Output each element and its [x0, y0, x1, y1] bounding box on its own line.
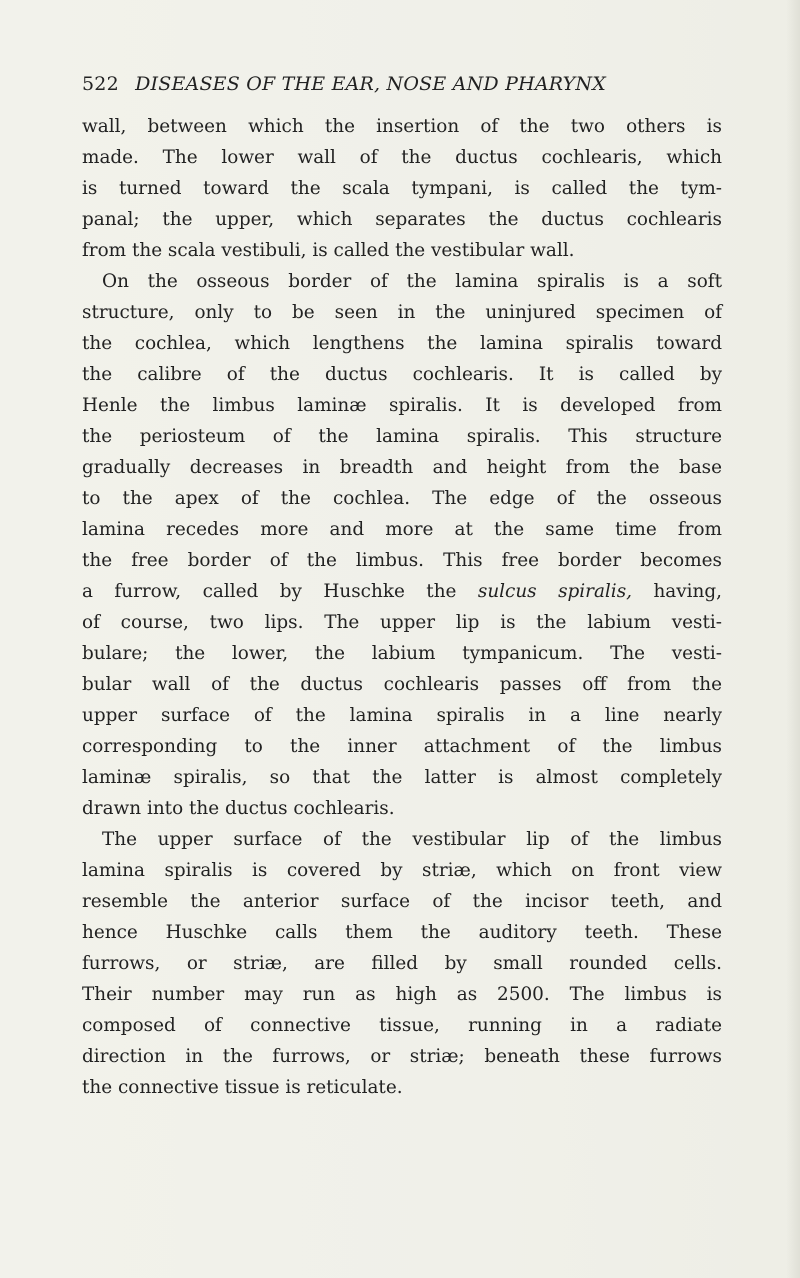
page-edge-shadow — [786, 0, 800, 1278]
text-line: the calibre of the ductus cochlearis. It is called by — [82, 364, 722, 385]
text-line-with-italic — [82, 576, 722, 607]
text-line: On the osseous border of the lamina spiralis is a soft — [102, 271, 722, 292]
text-line: the cochlea, which lengthens the lamina spiralis toward — [82, 333, 722, 354]
text-line: lamina spiralis is covered by striæ, which on front view — [82, 860, 722, 881]
text-line: bular wall of the ductus cochlearis passes off from the — [82, 674, 722, 695]
text-line: from the scala vestibuli, is called the vestibular wall. — [82, 240, 575, 261]
text-line: corresponding to the inner attachment of the limbus — [82, 736, 722, 757]
text-line: wall, between which the insertion of the two others is — [82, 116, 722, 137]
page-number: 522 — [82, 73, 119, 95]
running-title: DISEASES OF THE EAR, NOSE AND PHARYNX — [135, 73, 606, 95]
text-line: the free border of the limbus. This free border becomes — [82, 550, 722, 571]
text-run: having, — [631, 581, 722, 602]
text-line: is turned toward the scala tympani, is called the tym- — [82, 178, 722, 199]
text-line: upper surface of the lamina spiralis in a line nearly — [82, 705, 722, 726]
text-line: of course, two lips. The upper lip is the labium vesti- — [82, 612, 722, 633]
text-line: to the apex of the cochlea. The edge of the osseous — [82, 488, 722, 509]
text-line: The upper surface of the vestibular lip of the limbus — [102, 829, 722, 850]
text-line: the periosteum of the lamina spiralis. This structure — [82, 426, 722, 447]
text-line: furrows, or striæ, are filled by small rounded cells. — [82, 953, 722, 974]
text-line: the connective tissue is reticulate. — [82, 1077, 403, 1098]
body-text — [82, 111, 722, 1103]
text-line: bulare; the lower, the labium tympanicum. The vesti- — [82, 643, 722, 664]
text-line: structure, only to be seen in the uninjured specimen of — [82, 302, 722, 323]
text-line: gradually decreases in breadth and height from the base — [82, 457, 722, 478]
text-line: Their number may run as high as 2500. The limbus is — [82, 984, 722, 1005]
text-line: composed of connective tissue, running in a radiate — [82, 1015, 722, 1036]
text-line: Henle the limbus laminæ spiralis. It is developed from — [82, 395, 722, 416]
text-line: direction in the furrows, or striæ; beneath these furrows — [82, 1046, 722, 1067]
text-line: lamina recedes more and more at the same time from — [82, 519, 722, 540]
text-line: panal; the upper, which separates the ductus cochlearis — [82, 209, 722, 230]
italic-term: sulcus spiralis, — [477, 581, 632, 602]
text-line: drawn into the ductus cochlearis. — [82, 798, 395, 819]
text-line: hence Huschke calls them the auditory teeth. These — [82, 922, 722, 943]
text-line: laminæ spiralis, so that the latter is almost completely — [82, 767, 722, 788]
text-line: made. The lower wall of the ductus cochlearis, which — [82, 147, 722, 168]
running-header — [82, 73, 722, 95]
text-line: resemble the anterior surface of the incisor teeth, and — [82, 891, 722, 912]
text-run: a furrow, called by Huschke the — [82, 581, 478, 602]
